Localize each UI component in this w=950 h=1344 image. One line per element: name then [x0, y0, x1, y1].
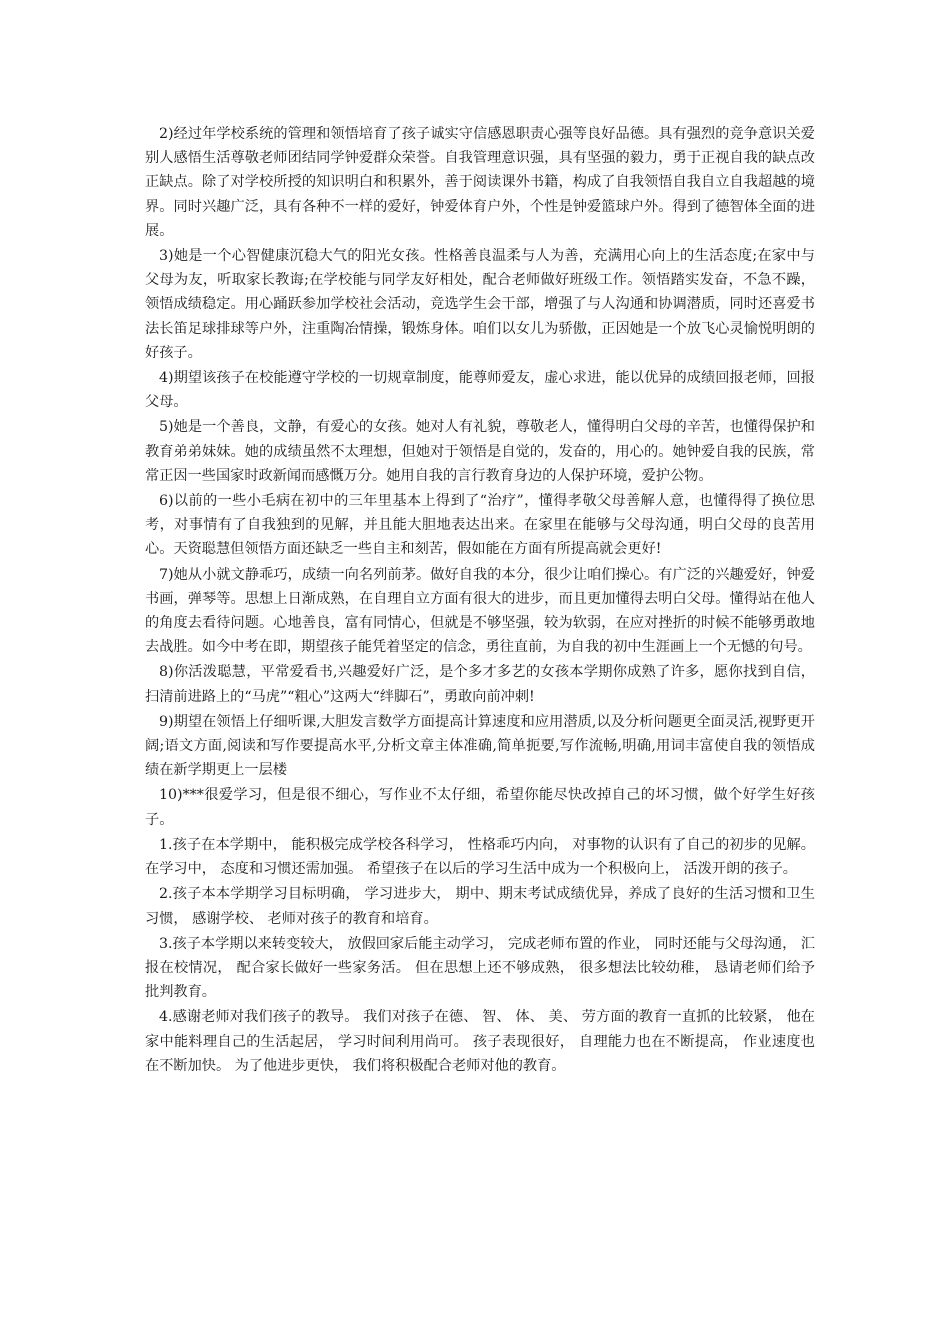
- paragraph-parent-2: 2.孩子本本学期学习目标明确， 学习进步大， 期中、期末考试成绩优异，养成了良好的生活习惯和卫生习惯， 感谢学校、 老师对孩子的教育和培育。: [145, 886, 815, 927]
- document-body: [145, 122, 815, 1079]
- paragraph-comment-7: 7)她从小就文静乖巧，成绩一向名列前茅。做好自我的本分，很少让咱们操心。有广泛的兴趣爱好，钟爱书画，弹琴等。思想上日渐成熟，在自理自立方面有很大的进步，而且更加懂得去明白父母。懂得站在他人的角度去看待问题。心地善良，富有同情心，但就是不够坚强，较为软弱，在应对挫折的时候不能够勇敢地去战胜。如今中考在即，期望孩子能凭着坚定的信念，勇往直前，为自我的初中生涯画上一个无憾的句号。: [145, 566, 815, 656]
- paragraph-comment-8: 8)你活泼聪慧，平常爱看书,兴趣爱好广泛，是个多才多艺的女孩本学期你成熟了许多，愿你找到自信，扫清前进路上的“马虎”“粗心”这两大“绊脚石”，勇敢向前冲刺!: [145, 664, 815, 705]
- paragraph-comment-10: 10)***很爱学习，但是很不细心，写作业不太仔细，希望你能尽快改掉自己的坏习惯，做个好学生好孩子。: [145, 787, 815, 828]
- paragraph-comment-9: 9)期望在领悟上仔细听课,大胆发言数学方面提高计算速度和应用潜质,以及分析问题更全面灵活,视野更开阔;语文方面,阅读和写作要提高水平,分析文章主体准确,简单扼要,写作流畅,明确,用词丰富使自我的领悟成绩在新学期更上一层楼: [145, 713, 815, 779]
- paragraph-comment-6: 6)以前的一些小毛病在初中的三年里基本上得到了“治疗”，懂得孝敬父母善解人意，也懂得得了换位思考，对事情有了自我独到的见解，并且能大胆地表达出来。在家里在能够与父母沟通，明白父母的良苦用心。天资聪慧但领悟方面还缺乏一些自主和刻苦，假如能在方面有所提高就会更好!: [145, 493, 815, 558]
- paragraph-comment-4: 4)期望该孩子在校能遵守学校的一切规章制度，能尊师爱友，虚心求进，能以优异的成绩回报老师，回报父母。: [145, 370, 815, 411]
- paragraph-comment-2: 2)经过年学校系统的管理和领悟培育了孩子诚实守信感恩职责心强等良好品德。具有强烈的竞争意识关爱别人感悟生活尊敬老师团结同学钟爱群众荣誉。自我管理意识强，具有坚强的毅力，勇于正视自我的缺点改正缺点。除了对学校所授的知识明白和积累外，善于阅读课外书籍，构成了自我领悟自我自立自我超越的境界。同时兴趣广泛，具有各种不一样的爱好，钟爱体育户外，个性是钟爱篮球户外。得到了德智体全面的进展。: [145, 126, 815, 239]
- paragraph-parent-4: 4.感谢老师对我们孩子的教导。 我们对孩子在德、 智、 体、 美、 劳方面的教育一直抓的比较紧， 他在家中能料理自己的生活起居， 学习时间利用尚可。 孩子表现很好， 自理能力也在不断提高， 作业速度也在不断加快。 为了他进步更快， 我们将积极配合老师对他的教育。: [145, 1009, 815, 1074]
- paragraph-parent-1: 1.孩子在本学期中， 能积极完成学校各科学习， 性格乖巧内向， 对事物的认识有了自己的初步的见解。 在学习中， 态度和习惯还需加强。 希望孩子在以后的学习生活中成为一个积极向上， 活泼开朗的孩子。: [145, 836, 815, 878]
- paragraph-comment-5: 5)她是一个善良，文静，有爱心的女孩。她对人有礼貌，尊敬老人，懂得明白父母的辛苦，也懂得保护和教育弟弟妹妹。她的成绩虽然不太理想，但她对于领悟是自觉的，发奋的，用心的。她钟爱自我的民族，常常正因一些国家时政新闻而感慨万分。她用自我的言行教育身边的人保护环境，爱护公物。: [145, 419, 815, 484]
- paragraph-parent-3: 3.孩子本学期以来转变较大， 放假回家后能主动学习， 完成老师布置的作业， 同时还能与父母沟通， 汇报在校情况， 配合家长做好一些家务活。 但在思想上还不够成熟， 很多想法比较幼稚， 恳请老师们给予批判教育。: [145, 935, 815, 1001]
- paragraph-comment-3: 3)她是一个心智健康沉稳大气的阳光女孩。性格善良温柔与人为善，充满用心向上的生活态度;在家中与父母为友，听取家长教诲;在学校能与同学友好相处，配合老师做好班级工作。领悟踏实发奋，不急不躁，领悟成绩稳定。用心踊跃参加学校社会活动，竞选学生会干部，增强了与人沟通和协调潜质，同时还喜爱书法长笛足球排球等户外，注重陶冶情操，锻炼身体。咱们以女儿为骄傲，正因她是一个放飞心灵愉悦明朗的好孩子。: [145, 248, 815, 361]
